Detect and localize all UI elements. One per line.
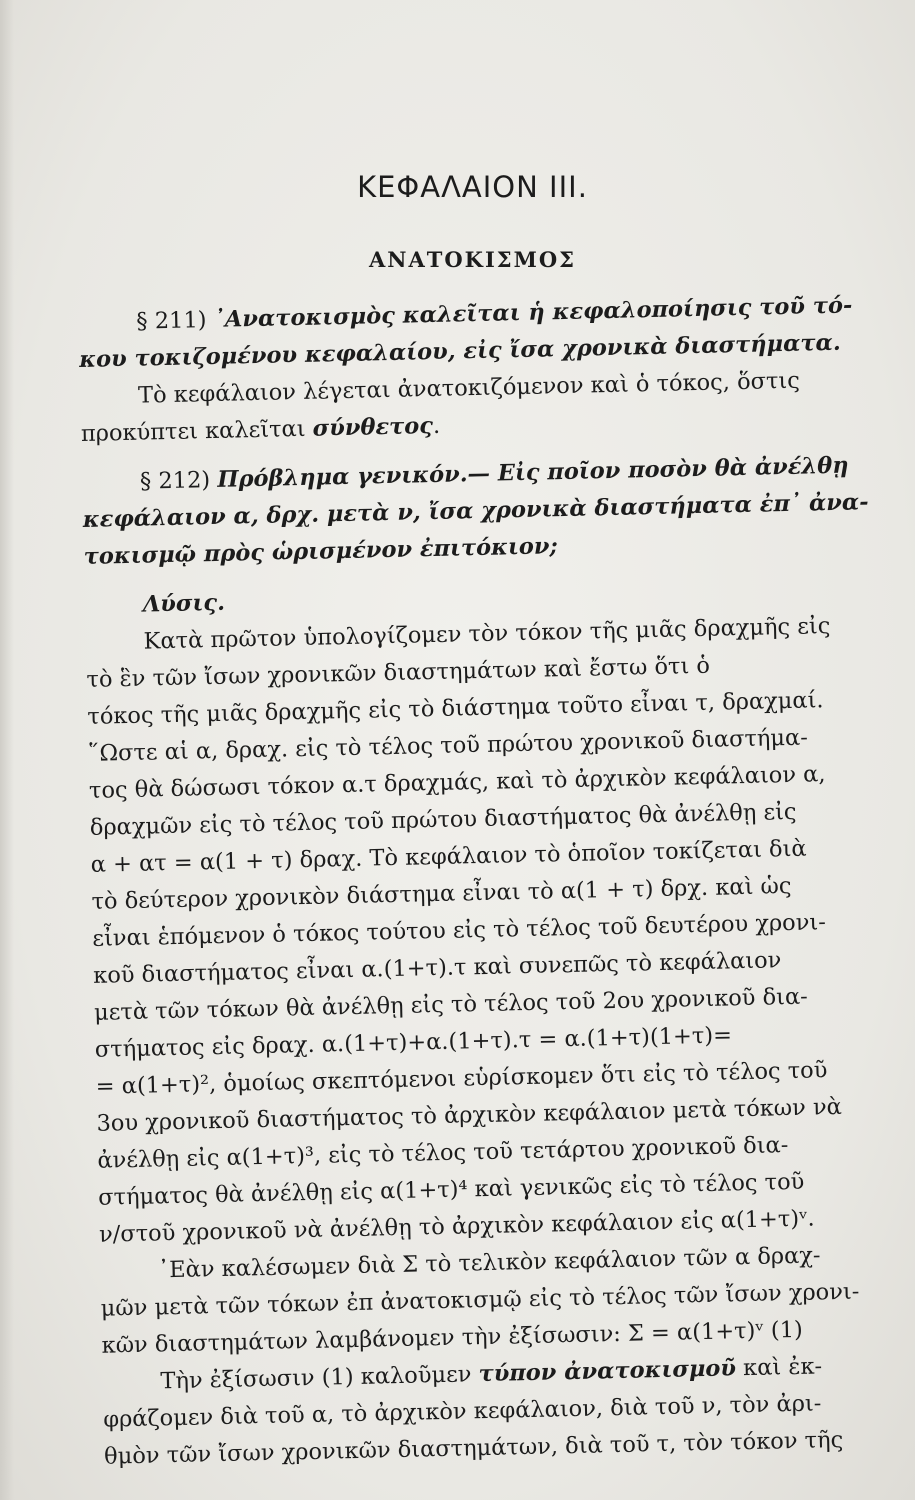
formula-line: κῶν διαστημάτων λαμβάνομεν τὴν ἐξίσωσιν: Σ = α(1+τ)ᵛ (1)	[101, 1316, 804, 1359]
sec211-line-4: προκύπτει καλεῖται σύνθετος.	[80, 412, 441, 447]
chapter-title: ΚΕΦΑΛΑΙΟΝ ΙΙΙ.	[357, 170, 588, 204]
body-line: δραχμῶν εἰς τὸ τέλος τοῦ πρώτου διαστήματος θὰ ἀνέλθῃ εἰς	[89, 798, 797, 841]
body-line: τος θὰ δώσωσι τόκον α.τ δραχμάς, καὶ τὸ ἀρχικὸν κεφάλαιον α,	[88, 761, 826, 804]
body-line: ῞Ωστε αἱ α, δραχ. εἰς τὸ τέλος τοῦ πρώτου χρονικοῦ διαστήμα-	[87, 724, 809, 767]
problem-text: Πρόβλημα γενικόν.— Εἰς ποῖον ποσὸν θὰ ἀνέλθῃ	[216, 452, 849, 493]
term-compound-formula: τύπον ἀνατοκισμοῦ	[478, 1355, 737, 1388]
definition-text: ᾿Ανατοκισμὸς καλεῖται ἡ κεφαλοποίησις τοῦ τό-	[213, 292, 853, 333]
page-body	[78, 287, 879, 1475]
body-line: ν/στοῦ χρονικοῦ νὰ ἀνέλθῃ τὸ ἀρχικὸν κεφάλαιον εἰς α(1+τ)ᵛ.	[98, 1205, 815, 1248]
solution-heading: Λύσις.	[142, 589, 226, 618]
body-line: στήματος εἰς δραχ. α.(1+τ)+α.(1+τ).τ = α.(1+τ)(1+τ)=	[94, 1022, 733, 1063]
final-line-2: φράζομεν διὰ τοῦ α, τὸ ἀρχικὸν κεφάλαιον, διὰ τοῦ ν, τὸν ἀρι-	[103, 1390, 822, 1433]
body-line: τὸ δεύτερον χρονικὸν διάστημα εἶναι τὸ α(1 + τ) δρχ. καὶ ὡς	[91, 872, 792, 915]
body-line: κοῦ διαστήματος εἶναι α.(1+τ).τ καὶ συνεπῶς τὸ κεφάλαιον	[92, 947, 782, 989]
page-edge-shadow	[0, 0, 14, 1500]
section-number-211: § 211)	[136, 306, 214, 335]
body-line: στήματος θὰ ἀνέλθῃ εἰς α(1+τ)⁴ καὶ γενικῶς εἰς τὸ τέλος τοῦ	[97, 1168, 805, 1211]
body-line: ᾿Εὰν καλέσωμεν διὰ Σ τὸ τελικὸν κεφάλαιον τῶν α δραχ-	[157, 1242, 821, 1284]
sec211-line-3: Τὸ κεφάλαιον λέγεται ἀνατοκιζόμενον καὶ ὁ τόκος, ὅστις	[137, 367, 801, 409]
body-line: εἶναι ἑπόμενον ὁ τόκος τούτου εἰς τὸ τέλος τοῦ δευτέρου χρονι-	[92, 909, 827, 952]
final-line-1: Τὴν ἐξίσωσιν (1) καλοῦμεν τύπον ἀνατοκισμοῦ καὶ ἐκ-	[160, 1353, 823, 1395]
problem-text: τοκισμῷ πρὸς ὡρισμένον ἐπιτόκιον;	[83, 533, 559, 570]
definition-text: κου τοκιζομένου κεφαλαίου, εἰς ἴσα χρονικὰ διαστήματα.	[78, 329, 841, 373]
body-line: α + ατ = α(1 + τ) δραχ. Τὸ κεφάλαιον τὸ ὁποῖον τοκίζεται διὰ	[90, 835, 807, 878]
term-synthetos: σύνθετος	[312, 412, 434, 442]
problem-text: κεφάλαιον α, δρχ. μετὰ ν, ἴσα χρονικὰ διαστήματα ἐπ᾿ ἀνα-	[82, 489, 869, 533]
section-title: ΑΝΑΤΟΚΙΣΜΟΣ	[368, 247, 576, 272]
body-line: μῶν μετὰ τῶν τόκων ἐπ ἀνατοκισμῷ εἰς τὸ τέλος τῶν ἴσων χρονι-	[100, 1278, 860, 1322]
body-line: 3ου χρονικοῦ διαστήματος τὸ ἀρχικὸν κεφάλαιον μετὰ τόκων νὰ	[96, 1093, 843, 1137]
body-line: = α(1+τ)², ὁμοίως σκεπτόμενοι εὑρίσκομεν ὅτι εἰς τὸ τέλος τοῦ	[95, 1057, 828, 1100]
body-line: Κατὰ πρῶτον ὑπολογίζομεν τὸν τόκον τῆς μιᾶς δραχμῆς εἰς	[143, 613, 831, 655]
body-line: ἀνέλθῃ εἰς α(1+τ)³, εἰς τὸ τέλος τοῦ τετάρτου χρονικοῦ δια-	[97, 1132, 789, 1174]
body-line: μετὰ τῶν τόκων θὰ ἀνέλθῃ εἰς τὸ τέλος τοῦ 2ου χρονικοῦ δια-	[93, 983, 809, 1026]
final-line-3: θμὸν τῶν ἴσων χρονικῶν διαστημάτων, διὰ τοῦ τ, τὸν τόκον τῆς	[103, 1426, 844, 1470]
section-number-212: § 212)	[139, 466, 218, 495]
body-line: τόκος τῆς μιᾶς δραχμῆς εἰς τὸ διάστημα τοῦτο εἶναι τ, δραχμαί.	[87, 687, 824, 730]
body-line: τὸ ἓν τῶν ἴσων χρονικῶν διαστημάτων καὶ ἔστω ὅτι ὁ	[86, 652, 711, 693]
